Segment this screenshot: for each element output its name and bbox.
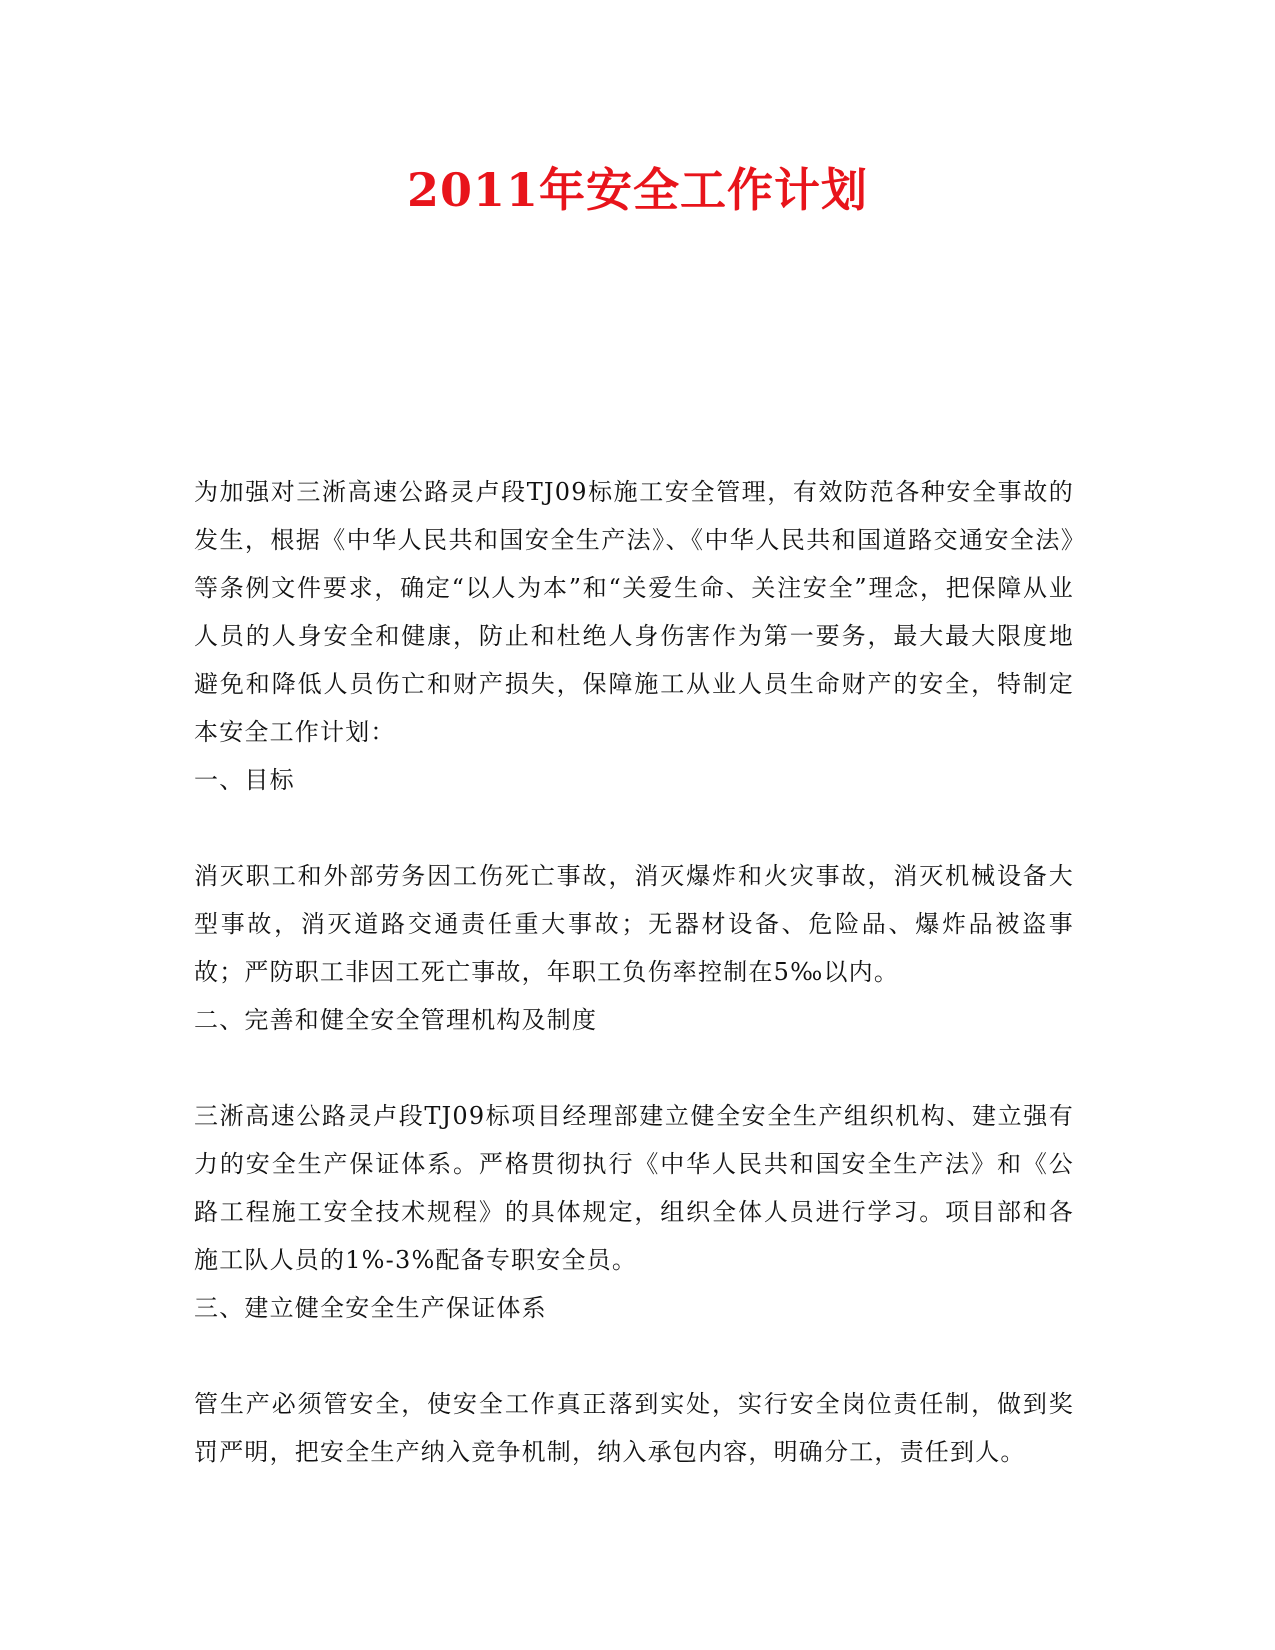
spacer bbox=[194, 1044, 1074, 1092]
document-body bbox=[194, 468, 1074, 1476]
section-text-guarantee: 管生产必须管安全，使安全工作真正落到实处，实行安全岗位责任制，做到奖罚严明，把安全生产纳入竞争机制，纳入承包内容，明确分工，责任到人。 bbox=[194, 1390, 1074, 1466]
section-heading-guarantee: 三、建立健全安全生产保证体系 bbox=[194, 1294, 547, 1322]
section-text-goals: 消灭职工和外部劳务因工伤死亡事故，消灭爆炸和火灾事故，消灭机械设备大型事故，消灭道路交通责任重大事故；无器材设备、危险品、爆炸品被盗事故；严防职工非因工死亡事故，年职工负伤率控制在5‰以内。 bbox=[194, 862, 1074, 986]
section-text-management: 三淅高速公路灵卢段TJ09标项目经理部建立健全安全生产组织机构、建立强有力的安全生产保证体系。严格贯彻执行《中华人民共和国安全生产法》和《公路工程施工安全技术规程》的具体规定，组织全体人员进行学习。项目部和各施工队人员的1%-3%配备专职安全员。 bbox=[194, 1102, 1074, 1274]
spacer bbox=[194, 1332, 1074, 1380]
section-heading-goals: 一、目标 bbox=[194, 766, 295, 794]
section-heading-management: 二、完善和健全安全管理机构及制度 bbox=[194, 1006, 598, 1034]
intro-paragraph: 为加强对三淅高速公路灵卢段TJ09标施工安全管理，有效防范各种安全事故的发生，根据《中华人民共和国安全生产法》、《中华人民共和国道路交通安全法》等条例文件要求，确定“以人为本”和“关爱生命、关注安全”理念，把保障从业人员的人身安全和健康，防止和杜绝人身伤害作为第一要务，最大最大限度地避免和降低人员伤亡和财产损失，保障施工从业人员生命财产的安全，特制定本安全工作计划： bbox=[194, 478, 1074, 746]
document-title: 2011年安全工作计划 bbox=[406, 163, 869, 217]
spacer bbox=[194, 804, 1074, 852]
